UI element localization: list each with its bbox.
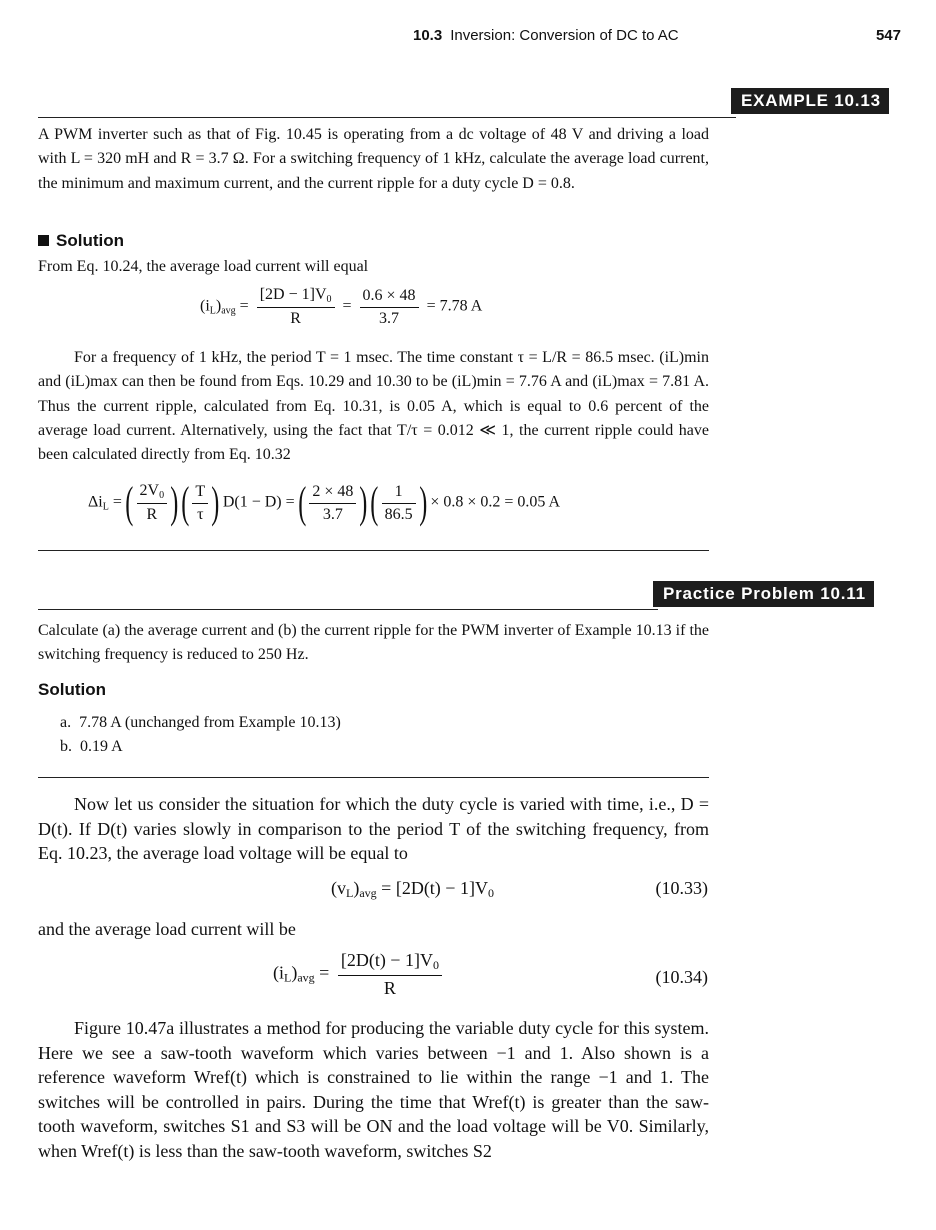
equation-current-ripple: $\Delta i_L$ = ( $\frac{2V_0}{R}$ ) ( $\frac{T}{\tau}$ ) D(1 − D) = ( $\frac{2 \times 48}{3.7}$ ) ( $\frac{1}{86.5}$ ) × 0.8 × 0.2 = 0.05 A xyxy=(88,478,561,527)
fraction: $\frac{2 \times 48}{3.7}$ xyxy=(309,483,356,524)
example-solution-heading: Solution xyxy=(38,231,124,251)
equation-avg-current: $(i_L)_{avg}$ = $\frac{[2D - 1]V_0}{R}$ = $\frac{0.6 \times 48}{3.7}$ = 7.78 A xyxy=(200,286,483,327)
practice-top-rule xyxy=(38,609,658,610)
example-bottom-rule xyxy=(38,550,709,551)
equation-10-34: $(i_L)_{avg}$ = $\frac{[2D(t) - 1]V_0}{R}$ xyxy=(273,950,446,999)
body-paragraph-1: Now let us consider the situation for which the duty cycle is varied with time, i.e., D = D(t). If D(t) varies slowly in comparison to the period T of the switching frequency, from Eq. 10.23, the average load voltage will be equal to xyxy=(38,794,709,864)
fraction: $\frac{[2D(t) - 1]V_0}{R}$ xyxy=(338,950,442,999)
fraction: $\frac{1}{86.5}$ xyxy=(382,483,416,524)
body-paragraph-2: and the average load current will be xyxy=(38,919,296,939)
answer-a: a. 7.78 A (unchanged from Example 10.13) xyxy=(60,714,341,731)
example-problem: A PWM inverter such as that of Fig. 10.45 is operating from a dc voltage of 48 V and driving a load with L = 320 mH and R = 3.7 Ω. For a switching frequency of 1 kHz, calculate the average load current, the minimum and maximum current, and the current ripple for a duty cycle D = 0.8. xyxy=(38,126,709,192)
practice-answers xyxy=(60,711,660,760)
practice-solution-heading: Solution xyxy=(38,680,106,699)
section-number: 10.3 xyxy=(413,27,443,44)
equation-number-10-34: (10.34) xyxy=(655,967,708,987)
running-header xyxy=(413,27,679,44)
equation-number-10-33: (10.33) xyxy=(655,878,708,898)
page-number: 547 xyxy=(875,27,901,44)
fraction: $\frac{0.6 \times 48}{3.7}$ xyxy=(360,287,419,328)
example-label: EXAMPLE 10.13 xyxy=(731,88,889,114)
practice-bottom-rule xyxy=(38,777,709,778)
bullet-square-icon xyxy=(38,235,49,246)
section-title: Inversion: Conversion of DC to AC xyxy=(450,27,679,44)
body-paragraph-3: Figure 10.47a illustrates a method for producing the variable duty cycle for this system. Here we see a saw-tooth waveform which varies between −1 and 1. Also shown is a reference waveform Wref(t) which is constrained to lie within the range −1 and 1. The switches will be controlled in pairs. During the time that Wref(t) is greater than the saw-tooth waveform, switches S1 and S3 will be ON and the load voltage will be V0. Similarly, when Wref(t) is less than the saw-tooth waveform, switches S2 xyxy=(38,1018,709,1161)
example-top-rule xyxy=(38,117,736,118)
practice-label: Practice Problem 10.11 xyxy=(653,581,874,607)
equation-10-33: $(v_L)_{avg} = [2D(t) - 1]V_0$ xyxy=(331,878,494,900)
fraction: $\frac{2V_0}{R}$ xyxy=(137,482,168,524)
example-solution-intro: From Eq. 10.24, the average load current will equal xyxy=(38,258,369,275)
answer-b: b. 0.19 A xyxy=(60,738,123,756)
fraction: $\frac{T}{\tau}$ xyxy=(192,483,208,524)
practice-problem: Calculate (a) the average current and (b) the current ripple for the PWM inverter of Example 10.13 if the switching frequency is reduced to 250 Hz. xyxy=(38,622,709,664)
fraction: $\frac{[2D - 1]V_0}{R}$ xyxy=(257,286,335,328)
example-solution-text: For a frequency of 1 kHz, the period T = 1 msec. The time constant τ = L/R = 86.5 msec. (iL)min and (iL)max can then be found from Eqs. 10.29 and 10.30 to be (iL)min = 7.76 A and (iL)max = 7.81 A. Thus the current ripple, calculated from Eq. 10.31, is 0.05 A, which is equal to 0.6 percent of the average load current. Alternatively, using the fact that T/τ = 0.012 ≪ 1, the current ripple could have been calculated directly from Eq. 10.32 xyxy=(38,349,709,464)
